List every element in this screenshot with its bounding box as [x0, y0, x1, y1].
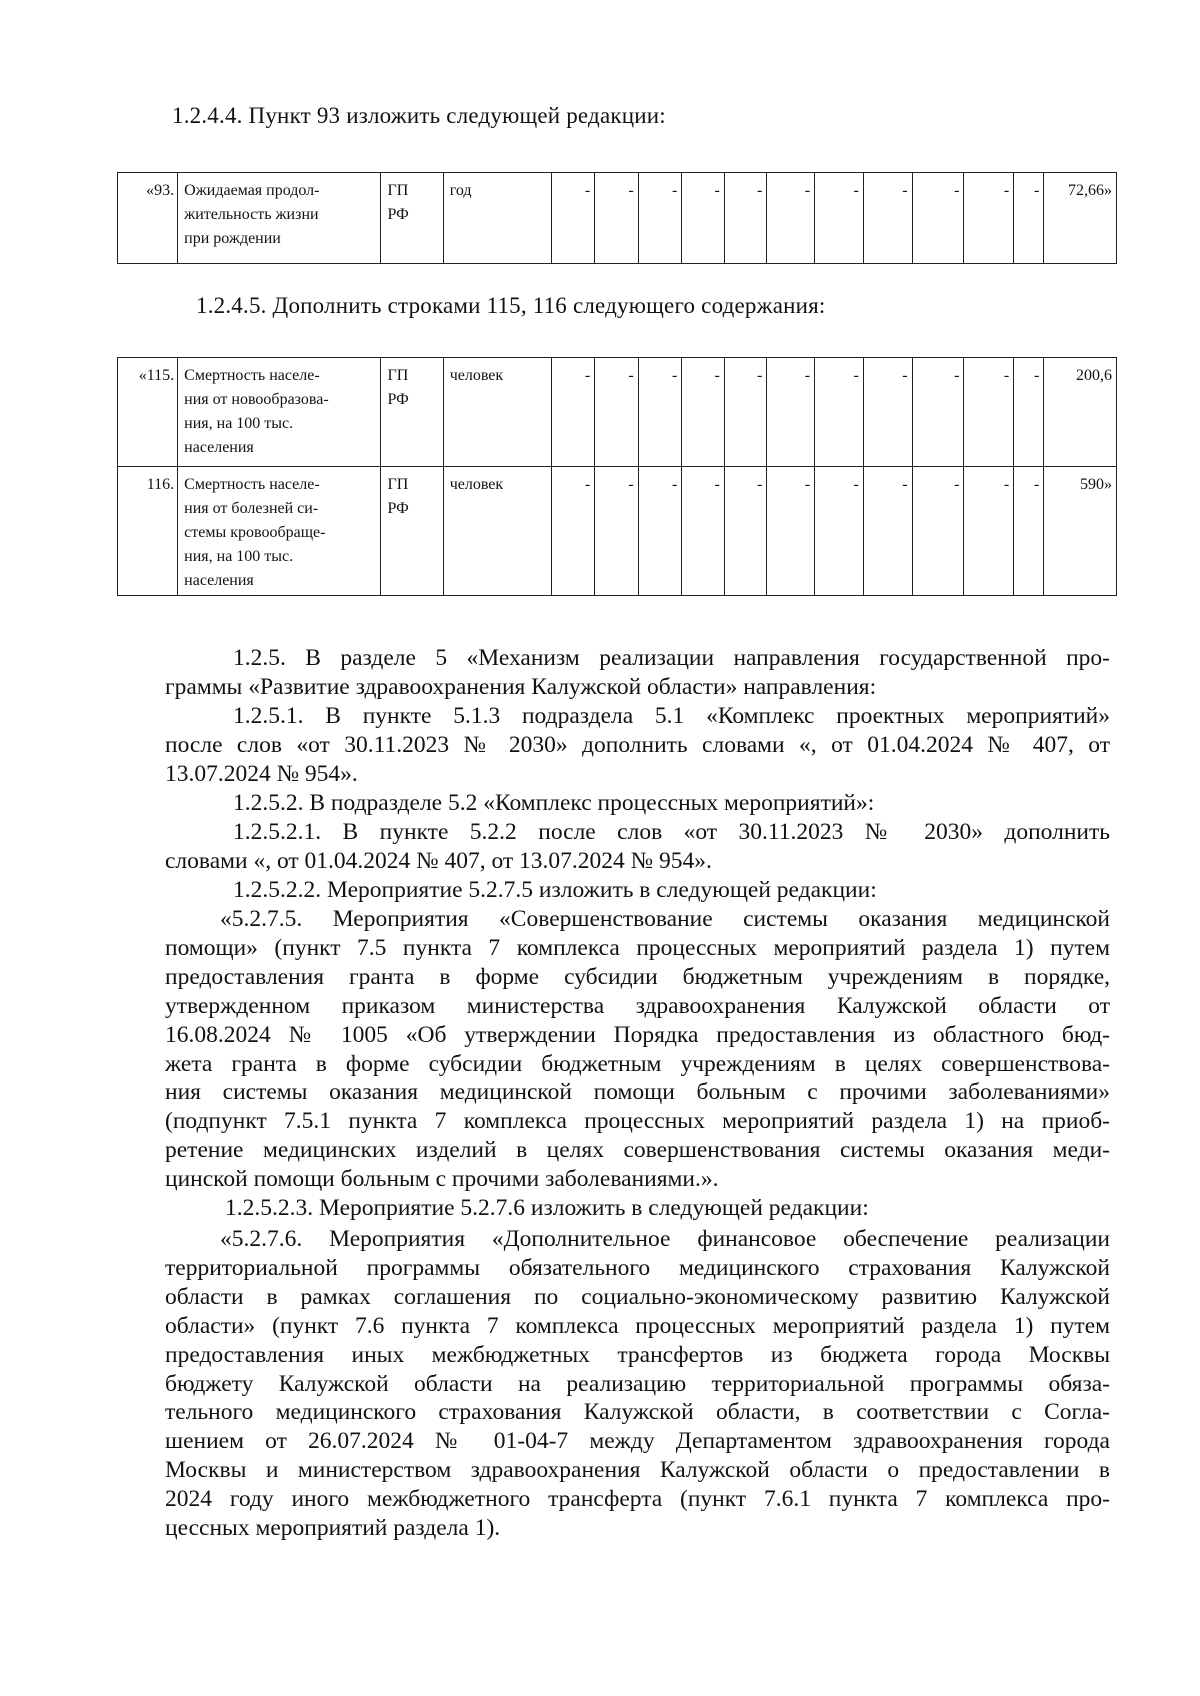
indicator-name-cell: [178, 358, 381, 467]
year-value-cell: -: [551, 358, 595, 467]
paragraph-1-2-5-2-1: [165, 818, 1110, 876]
row-number: 116.: [118, 467, 178, 596]
text-line: 16.08.2024 № 1005 «Об утверждении Порядка предоставления из областного бюд-: [165, 1021, 1110, 1048]
year-value-cell: -: [682, 173, 725, 264]
indicator-name-line: населения: [184, 439, 254, 456]
year-value-cell: -: [1014, 467, 1044, 596]
text-line: цессных мероприятий раздела 1).: [165, 1515, 501, 1542]
year-value-cell: -: [595, 173, 639, 264]
text-line: области» (пункт 7.6 пункта 7 комплекса процессных мероприятий раздела 1) путем: [165, 1312, 1110, 1339]
unit-cell: человек: [443, 467, 551, 596]
text-line: ретение медицинских изделий в целях совершенствования системы оказания меди-: [165, 1137, 1110, 1164]
text-line: цинской помощи больным с прочими заболеваниями.».: [165, 1166, 719, 1193]
text-line: словами «, от 01.04.2024 № 407, от 13.07.2024 № 954».: [165, 847, 712, 874]
text-line: жета гранта в форме субсидии бюджетным учреждениям в целях совершенствова-: [165, 1050, 1110, 1077]
text-line: утвержденном приказом министерства здравоохранения Калужской области от: [165, 992, 1110, 1019]
target-value-cell: 590»: [1044, 467, 1117, 596]
indicator-name-line: при рождении: [184, 230, 281, 247]
target-value-cell: 200,6: [1044, 358, 1117, 467]
year-value-cell: -: [595, 358, 639, 467]
year-value-cell: -: [863, 358, 912, 467]
year-value-cell: -: [863, 173, 912, 264]
source-cell: [381, 467, 443, 596]
year-value-cell: -: [815, 358, 864, 467]
text-line: «5.2.7.5. Мероприятия «Совершенствование системы оказания медицинской: [220, 906, 1110, 932]
row-number: «115.: [118, 358, 178, 467]
year-value-cell: -: [815, 467, 864, 596]
text-line: Москвы и министерством здравоохранения Калужской области о предоставлении в: [165, 1457, 1110, 1484]
text-line: 1.2.5.2.2. Мероприятие 5.2.7.5 изложить в следующей редакции:: [233, 877, 877, 903]
text-line: после слов «от 30.11.2023 № 2030» дополнить словами «, от 01.04.2024 № 407, от: [165, 731, 1110, 758]
heading-1-2-4-4: 1.2.4.4. Пункт 93 изложить следующей редакции:: [172, 103, 666, 128]
year-value-cell: -: [964, 173, 1014, 264]
source-line: ГП: [387, 182, 409, 199]
text-line: помощи» (пункт 7.5 пункта 7 комплекса процессных мероприятий раздела 1) путем: [165, 934, 1110, 961]
text-line: «5.2.7.6. Мероприятия «Дополнительное финансовое обеспечение реализации: [220, 1226, 1110, 1252]
text-line: предоставления иных межбюджетных трансфертов из бюджета города Москвы: [165, 1341, 1110, 1368]
year-value-cell: -: [724, 358, 767, 467]
text-line: 1.2.5.2.1. В пункте 5.2.2 после слов «от 30.11.2023 № 2030» дополнить: [233, 819, 1110, 845]
table-row: [118, 173, 1117, 264]
indicator-name-line: Смертность населе-: [184, 476, 320, 493]
paragraph-1-2-5-2: [165, 789, 1110, 818]
year-value-cell: -: [964, 467, 1014, 596]
indicator-name-line: ния от новообразова-: [184, 391, 329, 408]
year-value-cell: -: [551, 467, 595, 596]
year-value-cell: -: [815, 173, 864, 264]
indicator-name-line: Ожидаемая продол-: [184, 182, 320, 199]
source-line: РФ: [387, 206, 409, 223]
text-line: 1.2.5.2.3. Мероприятие 5.2.7.6 изложить в следующей редакции:: [225, 1195, 869, 1221]
year-value-cell: -: [724, 173, 767, 264]
indicator-name-line: стемы кровообраще-: [184, 524, 326, 541]
text-line: области в рамках соглашения по социально-экономическому развитию Калужской: [165, 1283, 1110, 1310]
year-value-cell: -: [964, 358, 1014, 467]
indicator-name-line: Смертность населе-: [184, 367, 320, 384]
paragraph-1-2-5-1: [165, 702, 1110, 789]
text-line: 2024 году иного межбюджетного трансферта (пункт 7.6.1 пункта 7 комплекса про-: [165, 1486, 1110, 1513]
year-value-cell: -: [595, 467, 639, 596]
indicator-name-line: жительность жизни: [184, 206, 319, 223]
target-value-cell: 72,66»: [1044, 173, 1117, 264]
indicator-name-line: ния от болезней си-: [184, 500, 319, 517]
table-row: [118, 467, 1117, 596]
year-value-cell: -: [912, 467, 964, 596]
year-value-cell: -: [682, 358, 725, 467]
text-line: 13.07.2024 № 954».: [165, 760, 358, 787]
heading-1-2-4-5: 1.2.4.5. Дополнить строками 115, 116 следующего содержания:: [196, 293, 826, 318]
year-value-cell: -: [912, 173, 964, 264]
year-value-cell: -: [767, 173, 815, 264]
year-value-cell: -: [1014, 173, 1044, 264]
year-value-cell: -: [863, 467, 912, 596]
source-cell: [381, 173, 443, 264]
year-value-cell: -: [638, 358, 682, 467]
unit-cell: год: [443, 173, 551, 264]
paragraph-1-2-5-2-3: [165, 1194, 1110, 1223]
year-value-cell: -: [767, 358, 815, 467]
source-line: ГП: [387, 476, 409, 493]
source-line: ГП: [387, 367, 409, 384]
text-line: предоставления гранта в форме субсидии бюджетным учреждениям в порядке,: [165, 963, 1110, 990]
indicator-name-cell: [178, 173, 381, 264]
year-value-cell: -: [638, 467, 682, 596]
row-number: «93.: [118, 173, 178, 264]
source-line: РФ: [387, 500, 409, 517]
paragraph-1-2-5-2-2: [165, 876, 1110, 905]
indicator-name-line: ния, на 100 тыс.: [184, 415, 294, 432]
year-value-cell: -: [912, 358, 964, 467]
year-value-cell: -: [551, 173, 595, 264]
table-row: [118, 358, 1117, 467]
text-line: тельного медицинского страхования Калужской области, в соответствии с Согла-: [165, 1399, 1110, 1426]
source-line: РФ: [387, 391, 409, 408]
year-value-cell: -: [1014, 358, 1044, 467]
year-value-cell: -: [638, 173, 682, 264]
year-value-cell: -: [767, 467, 815, 596]
table-point-93: [117, 172, 1117, 264]
indicator-name-cell: [178, 467, 381, 596]
paragraph-1-2-5: [165, 644, 1110, 702]
year-value-cell: -: [724, 467, 767, 596]
text-line: (подпункт 7.5.1 пункта 7 комплекса процессных мероприятий раздела 1) на приоб-: [165, 1108, 1110, 1135]
paragraph-5-2-7-6: [165, 1225, 1110, 1543]
indicator-name-line: ния, на 100 тыс.: [184, 548, 294, 565]
text-line: ния системы оказания медицинской помощи больным с прочими заболеваниями»: [165, 1079, 1110, 1106]
text-line: 1.2.5.2. В подразделе 5.2 «Комплекс процессных мероприятий»:: [233, 790, 875, 816]
source-cell: [381, 358, 443, 467]
text-line: бюджету Калужской области на реализацию территориальной программы обяза-: [165, 1370, 1110, 1397]
indicator-name-line: населения: [184, 572, 254, 589]
text-line: территориальной программы обязательного медицинского страхования Калужской: [165, 1254, 1110, 1281]
text-line: шением от 26.07.2024 № 01-04-7 между Департаментом здравоохранения города: [165, 1428, 1110, 1455]
unit-cell: человек: [443, 358, 551, 467]
text-line: 1.2.5. В разделе 5 «Механизм реализации направления государственной про-: [233, 645, 1110, 671]
table-points-115-116: [117, 357, 1117, 596]
text-line: граммы «Развитие здравоохранения Калужской области» направления:: [165, 673, 877, 700]
paragraph-5-2-7-5: [165, 905, 1110, 1194]
year-value-cell: -: [682, 467, 725, 596]
text-line: 1.2.5.1. В пункте 5.1.3 подраздела 5.1 «Комплекс проектных мероприятий»: [233, 703, 1110, 729]
